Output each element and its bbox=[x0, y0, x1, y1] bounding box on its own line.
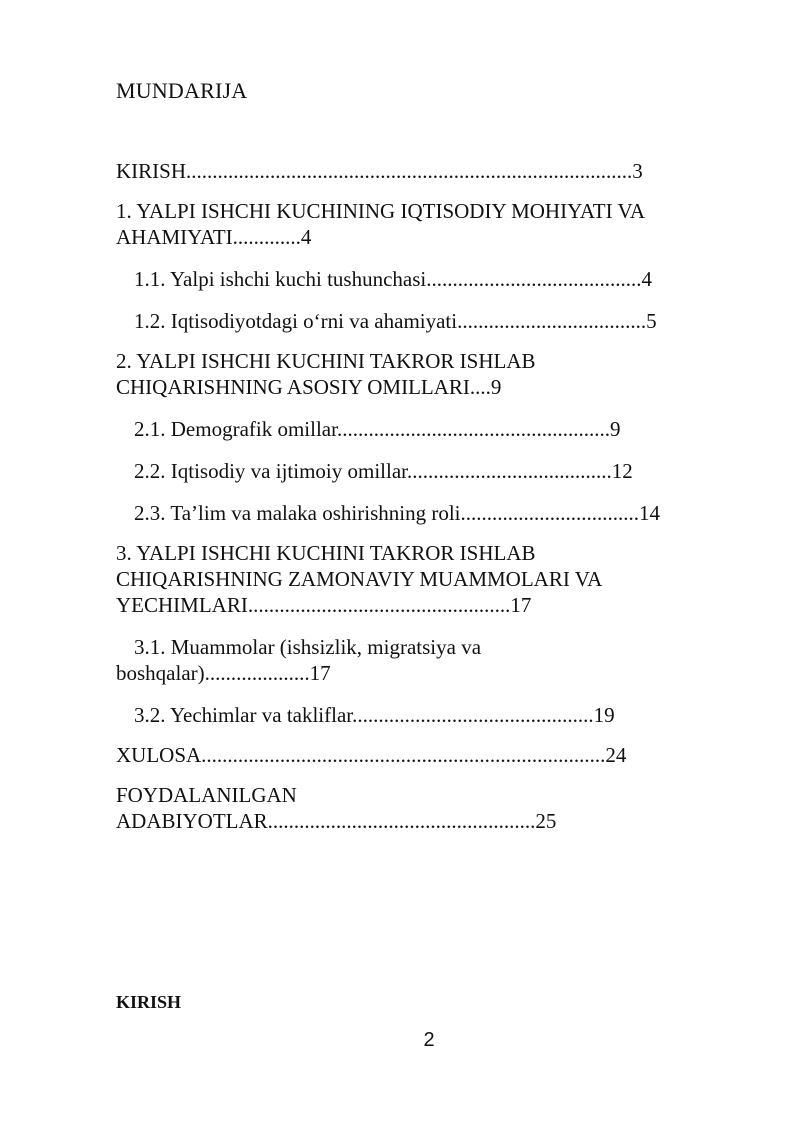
toc-entry-chapter-2[interactable]: 2. YALPI ISHCHI KUCHINI TAKROR ISHLAB CHIQARISHNING ASOSIY OMILLARI....9 bbox=[116, 349, 536, 399]
toc-entry-1-1[interactable]: 1.1. Yalpi ishchi kuchi tushunchasi.........................................4 bbox=[134, 267, 652, 291]
toc-entry-3-1[interactable]: 3.1. Muammolar (ishsizlik, migratsiya va boshqalar)....................17 bbox=[116, 635, 482, 685]
toc-entry-1-2[interactable]: 1.2. Iqtisodiyotdagi oʻrni va ahamiyati....................................5 bbox=[134, 309, 657, 333]
toc-heading: MUNDARIJA bbox=[116, 78, 248, 103]
toc-entry-chapter-1[interactable]: 1. YALPI ISHCHI KUCHINING IQTISODIY MOHIYATI VA AHAMIYATI.............4 bbox=[116, 199, 644, 249]
toc-entry-3-2[interactable]: 3.2. Yechimlar va takliflar..............................................19 bbox=[134, 703, 615, 727]
toc-entry-xulosa[interactable]: XULOSA.............................................................................24 bbox=[116, 743, 627, 767]
toc-entry-2-2[interactable]: 2.2. Iqtisodiy va ijtimoiy omillar.......................................12 bbox=[134, 459, 633, 483]
page-number: 2 bbox=[423, 1029, 435, 1051]
toc-entry-adabiyotlar[interactable]: FOYDALANILGAN ADABIYOTLAR...................................................25 bbox=[116, 783, 557, 833]
toc-entry-kirish[interactable]: KIRISH.....................................................................................3 bbox=[116, 159, 643, 183]
toc-entry-chapter-3[interactable]: 3. YALPI ISHCHI KUCHINI TAKROR ISHLAB CHIQARISHNING ZAMONAVIY MUAMMOLARI VA YECHIMLARI..................................................17 bbox=[116, 541, 602, 617]
toc-entry-2-3[interactable]: 2.3. Ta’lim va malaka oshirishning roli..................................14 bbox=[134, 501, 661, 525]
table-of-contents bbox=[116, 158, 756, 834]
toc-entry-2-1[interactable]: 2.1. Demografik omillar....................................................9 bbox=[134, 417, 621, 441]
section-title-kirish: KIRISH bbox=[116, 992, 182, 1012]
